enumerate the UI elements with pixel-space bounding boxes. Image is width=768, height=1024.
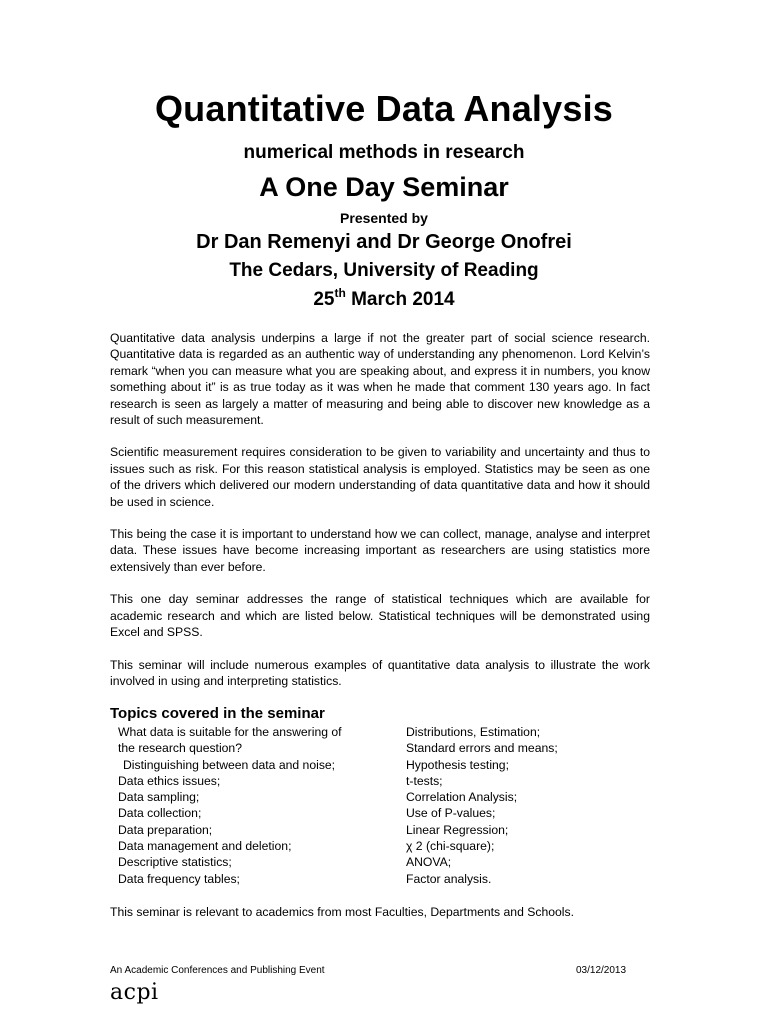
presenters: Dr Dan Remenyi and Dr George Onofrei	[196, 231, 572, 253]
topic-item: Correlation Analysis;	[406, 790, 518, 805]
topic-item: Distinguishing between data and noise;	[123, 757, 336, 772]
topic-item: Linear Regression;	[406, 822, 509, 837]
footer-event-label: An Academic Conferences and Publishing Event	[110, 965, 325, 976]
acpi-logo: acpi	[110, 980, 159, 1005]
topic-item: Hypothesis testing;	[406, 757, 509, 772]
topics-list-left	[118, 724, 388, 887]
topic-item: Data sampling;	[118, 790, 200, 805]
topic-item: Distributions, Estimation;	[406, 725, 541, 739]
document-title: Quantitative Data Analysis	[154, 88, 613, 129]
topic-item: ANOVA;	[406, 855, 452, 870]
body-paragraph: This one day seminar addresses the range of statistical techniques which are available for academic research and which are listed below. Statistical techniques will be demonstrated using Excel and SPSS.	[110, 592, 650, 640]
date-day: 25	[313, 289, 335, 310]
topics-heading: Topics covered in the seminar	[110, 705, 325, 722]
topic-item: the research question?	[118, 741, 242, 756]
topic-item: Use of P-values;	[406, 806, 496, 821]
venue: The Cedars, University of Reading	[229, 260, 539, 281]
topic-item: Data management and deletion;	[118, 839, 292, 854]
topic-item: Standard errors and means;	[406, 741, 558, 756]
body-paragraph: Quantitative data analysis underpins a large if not the greater part of social science research. Quantitative data is regarded as an authentic way of understanding any phenomenon. Lord Kelvin’s remark “when you can measure what you are speaking about, and express it in numbers, you know something about it” is as true today as it was when he made that comment 130 years ago. In fact research is seen as largely a matter of measuring and being able to discover new knowledge as a result of such measurement.	[110, 331, 650, 428]
body-text	[110, 330, 650, 705]
body-paragraph: Scientific measurement requires consideration to be given to variability and uncertainty and thus to issues such as risk. For this reason statistical analysis is employed. Statistics may be seen as one of the drivers which delivered our modern understanding of data quantitative data and how it should be used in science.	[110, 445, 650, 509]
document-subtitle: numerical methods in research	[243, 142, 525, 163]
topic-item: Data preparation;	[118, 822, 213, 837]
body-paragraph: This being the case it is important to understand how we can collect, manage, analyse and interpret data. These issues have become increasing important as researchers are using statistics more extensively than ever before.	[110, 527, 650, 574]
topic-item: Data frequency tables;	[118, 871, 240, 886]
event-date	[0, 286, 768, 311]
date-suffix: th	[334, 286, 346, 300]
topic-item: What data is suitable for the answering of	[118, 725, 342, 739]
topic-item: Descriptive statistics;	[118, 855, 232, 870]
topics-list-right	[406, 724, 656, 887]
closing-statement: This seminar is relevant to academics from most Faculties, Departments and Schools.	[110, 905, 574, 919]
topic-item: t-tests;	[406, 773, 443, 788]
topic-item: Factor analysis.	[406, 871, 492, 886]
topic-item: χ 2 (chi-square);	[406, 839, 495, 854]
footer-date: 03/12/2013	[576, 965, 627, 976]
topic-item: Data collection;	[118, 806, 202, 821]
event-type: A One Day Seminar	[259, 172, 509, 202]
topic-item: Data ethics issues;	[118, 773, 221, 788]
date-rest: March 2014	[345, 289, 455, 310]
body-paragraph: This seminar will include numerous examples of quantitative data analysis to illustrate the work involved in using and interpreting statistics.	[110, 657, 650, 688]
presented-by-label: Presented by	[340, 210, 428, 226]
